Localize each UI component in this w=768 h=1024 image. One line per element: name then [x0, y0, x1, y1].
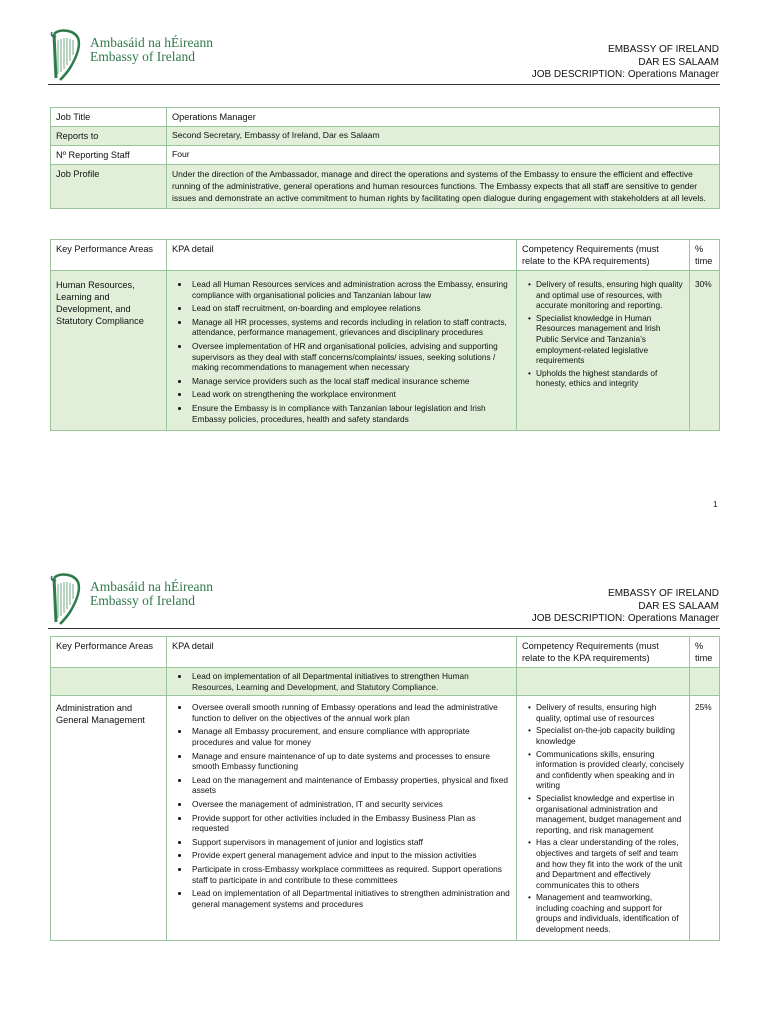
list-item: • Provide support for other activities included in the Embassy Business Plan as requested — [190, 813, 511, 834]
header-line-1: EMBASSY OF IRELAND — [608, 44, 719, 55]
kpa-area-hr: Human Resources, Learning and Development, and Statutory Compliance — [51, 271, 167, 431]
list-item: • Participate in cross-Embassy workplace committees as required. Support operations staff to participate in and contribute to these committees — [190, 864, 511, 885]
list-item: • Oversee the management of administration, IT and security services — [190, 799, 511, 810]
reporting-staff-label: Nº Reporting Staff — [51, 146, 167, 165]
list-item: • Provide expert general management advice and input to the mission activities — [190, 850, 511, 861]
header-line-2: DAR ES SALAAM — [638, 56, 719, 68]
header-rule — [48, 628, 720, 629]
logo-english-text: Embassy of Ireland — [90, 593, 195, 608]
header-rule — [48, 84, 720, 85]
table-row — [51, 127, 720, 146]
job-profile-value: Under the direction of the Ambassador, manage and direct the operations and systems of the Embassy to ensure the efficient and effective running of the administrative, general operations and human resources functions. The Embassy expects that all staff are sensitive to gender issues and demonstrate an active commitment to human rights by facilitating open dialogue during engagement with stakeholders at all levels. — [167, 165, 720, 209]
col-header-area: Key Performance Areas — [51, 240, 167, 271]
list-item: • Delivery of results, ensuring high quality and optimal use of resources, with accurate monitoring and reporting. — [535, 279, 684, 311]
page1-header — [0, 28, 768, 118]
kpa-competency-admin — [517, 696, 690, 940]
list-item: • Specialist knowledge and expertise in organisational administration and management, budget management and reporting, and risk management — [535, 793, 684, 835]
table-row — [51, 108, 720, 127]
harp-icon — [48, 28, 84, 82]
list-item: • Upholds the highest standards of honesty, ethics and integrity — [535, 368, 684, 389]
kpa-table-page1 — [50, 239, 720, 431]
job-title-label: Job Title — [51, 108, 167, 127]
kpa-detail-hr — [167, 271, 517, 431]
header-line-3: JOB DESCRIPTION: Operations Manager — [531, 613, 719, 624]
list-item: • Oversee implementation of HR and organisational policies, advising and supporting supervisors as they deal with staff concerns/complaints/ issues, seeking solutions / making recommendations to management when necessary — [190, 341, 511, 373]
table-row — [51, 146, 720, 165]
list-item: • Lead all Human Resources services and administration across the Embassy, ensuring compliance with organisational policies and Tanzanian labour law — [190, 279, 511, 300]
logo-irish-text: Ambasáid na hÉireann — [90, 579, 213, 594]
reports-to-label: Reports to — [51, 127, 167, 146]
logo-irish-text: Ambasáid na hÉireann — [90, 35, 213, 50]
list-item: • Specialist on-the-job capacity building knowledge — [535, 725, 684, 746]
kpa-row-hr — [51, 271, 720, 431]
kpa-competency-continuation — [517, 668, 690, 696]
kpa-table-page2 — [50, 636, 720, 941]
kpa-continuation-row — [51, 668, 720, 696]
col-header-time: % time — [690, 637, 720, 668]
list-item: • Lead on the management and maintenance of Embassy properties, physical and fixed assets — [190, 775, 511, 796]
job-title-value: Operations Manager — [167, 108, 720, 127]
kpa-area-continuation — [51, 668, 167, 696]
list-item: • Has a clear understanding of the roles, objectives and targets of self and team and how they fit into the work of the unit and Department and effectively communicates this to others — [535, 837, 684, 890]
header-line-3: JOB DESCRIPTION: Operations Manager — [531, 69, 719, 80]
list-item: • Lead on implementation of all Departmental initiatives to strengthen Human Resources, Learning and Development, and Statutory Compliance. — [190, 671, 511, 692]
col-header-competency: Competency Requirements (must relate to the KPA requirements) — [517, 240, 690, 271]
kpa-time-admin: 25% — [690, 696, 720, 940]
list-item: • Ensure the Embassy is in compliance with Tanzanian labour legislation and Irish Embassy policies, procedures, health and safety standards — [190, 403, 511, 424]
header-line-1: EMBASSY OF IRELAND — [608, 588, 719, 599]
list-item: • Manage all HR processes, systems and records including in relation to staff contracts, attendance, performance management, grievances and disciplinary procedures — [190, 317, 511, 338]
kpa-header-row — [51, 637, 720, 668]
embassy-logo — [48, 572, 213, 626]
kpa-competency-hr — [517, 271, 690, 431]
table-row — [51, 165, 720, 209]
list-item: • Lead on implementation of all Departmental initiatives to strengthen administration and general management systems and procedures — [190, 888, 511, 909]
header-address — [532, 44, 719, 82]
kpa-area-admin: Administration and General Management — [51, 696, 167, 940]
list-item: • Oversee overall smooth running of Embassy operations and lead the administrative function to deliver on the objectives of the annual work plan — [190, 702, 511, 723]
kpa-header-row — [51, 240, 720, 271]
col-header-competency: Competency Requirements (must relate to the KPA requirements) — [517, 637, 690, 668]
kpa-detail-admin — [167, 696, 517, 940]
header-address — [532, 588, 719, 626]
list-item: • Manage all Embassy procurement, and ensure compliance with appropriate procedures and value for money — [190, 726, 511, 747]
logo-english-text: Embassy of Ireland — [90, 49, 195, 64]
list-item: • Management and teamworking, including coaching and support for groups and individuals, identification of development needs. — [535, 892, 684, 934]
job-info-table — [50, 107, 720, 209]
page-number: 1 — [713, 500, 718, 509]
col-header-detail: KPA detail — [167, 637, 517, 668]
reports-to-value: Second Secretary, Embassy of Ireland, Dar es Salaam — [167, 127, 720, 146]
kpa-time-continuation — [690, 668, 720, 696]
col-header-time: % time — [690, 240, 720, 271]
kpa-time-hr: 30% — [690, 271, 720, 431]
list-item: • Lead work on strengthening the workplace environment — [190, 389, 511, 400]
list-item: • Specialist knowledge in Human Resources management and Irish Public Service and Tanzania’s employment-related legislative requirements — [535, 313, 684, 366]
list-item: • Lead on staff recruitment, on-boarding and employee relations — [190, 303, 511, 314]
list-item: • Communications skills, ensuring information is provided clearly, concisely and confidently when speaking and in writing — [535, 749, 684, 791]
kpa-detail-continuation — [167, 668, 517, 696]
reporting-staff-value: Four — [167, 146, 720, 165]
list-item: • Manage and ensure maintenance of up to date systems and processes to ensure smooth Embassy functioning — [190, 751, 511, 772]
list-item: • Manage service providers such as the local staff medical insurance scheme — [190, 376, 511, 387]
harp-icon — [48, 572, 84, 626]
header-line-2: DAR ES SALAAM — [638, 600, 719, 612]
col-header-area: Key Performance Areas — [51, 637, 167, 668]
list-item: • Delivery of results, ensuring high quality, optimal use of resources — [535, 702, 684, 723]
embassy-logo — [48, 28, 213, 82]
list-item: • Support supervisors in management of junior and logistics staff — [190, 837, 511, 848]
job-profile-label: Job Profile — [51, 165, 167, 209]
kpa-row-admin — [51, 696, 720, 940]
col-header-detail: KPA detail — [167, 240, 517, 271]
